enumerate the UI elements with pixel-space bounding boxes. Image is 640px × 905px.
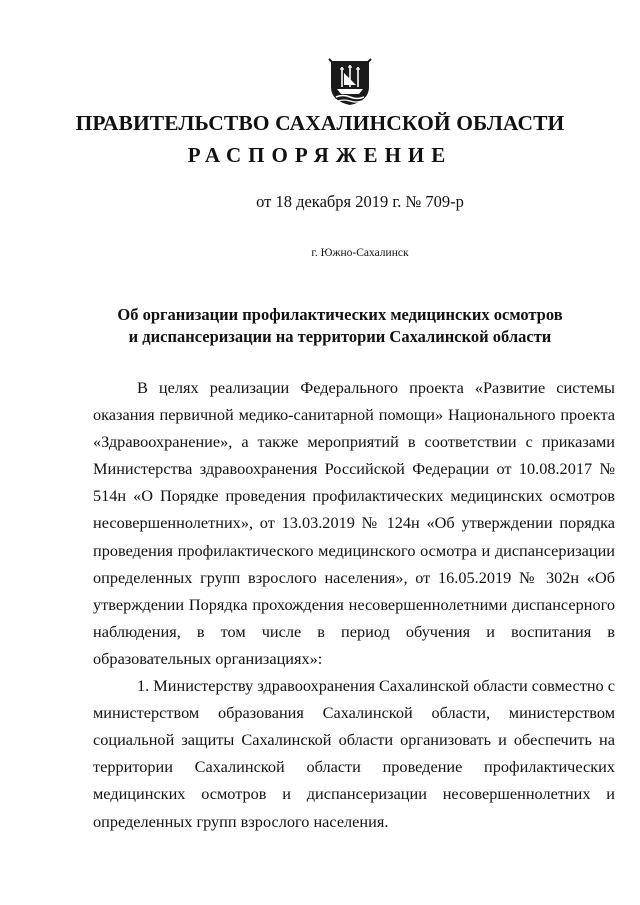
org-title: ПРАВИТЕЛЬСТВО САХАЛИНСКОЙ ОБЛАСТИ xyxy=(75,111,565,135)
document-heading-line: и диспансеризации на территории Сахалинской области xyxy=(128,327,552,346)
document-date-number: от 18 декабря 2019 г. № 709-р xyxy=(256,192,464,211)
document-heading-line: Об организации профилактических медицинских осмотров xyxy=(117,305,563,324)
document-place: г. Южно-Сахалинск xyxy=(311,247,409,259)
sakhalin-coat-of-arms-icon xyxy=(327,57,373,107)
body-paragraph-item-1: 1. Министерству здравоохранения Сахалинской области совместно с министерством образования Сахалинской области, министерством социальной защиты Сахалинской области организовать и обеспечить на территории Сахалинской области проведение профилактических медицинских осмотров и диспансеризации несовершеннолетних и определенных групп взрослого населения. xyxy=(93,676,615,831)
body-paragraph-preamble: В целях реализации Федерального проекта «Развитие системы оказания первичной медико-санитарной помощи» Национального проекта «Здравоохранение», а также мероприятий в соответствии с приказами Министерства здравоохранения Российской Федерации от 10.08.2017 № 514н «О Порядке проведения профилактических медицинских осмотров несовершеннолетних», от 13.03.2019 № 124н «Об утверждении порядка проведения профилактического медицинского осмотра и диспансеризации определенных групп взрослого населения», от 16.05.2019 № 302н «Об утверждении Порядка прохождения несовершеннолетними диспансерного наблюдения, в том числе в период обучения и воспитания в образовательных организациях»: xyxy=(93,378,615,668)
document-body xyxy=(93,374,615,835)
document-type: РАСПОРЯЖЕНИЕ xyxy=(187,143,453,167)
document-heading xyxy=(60,304,620,348)
